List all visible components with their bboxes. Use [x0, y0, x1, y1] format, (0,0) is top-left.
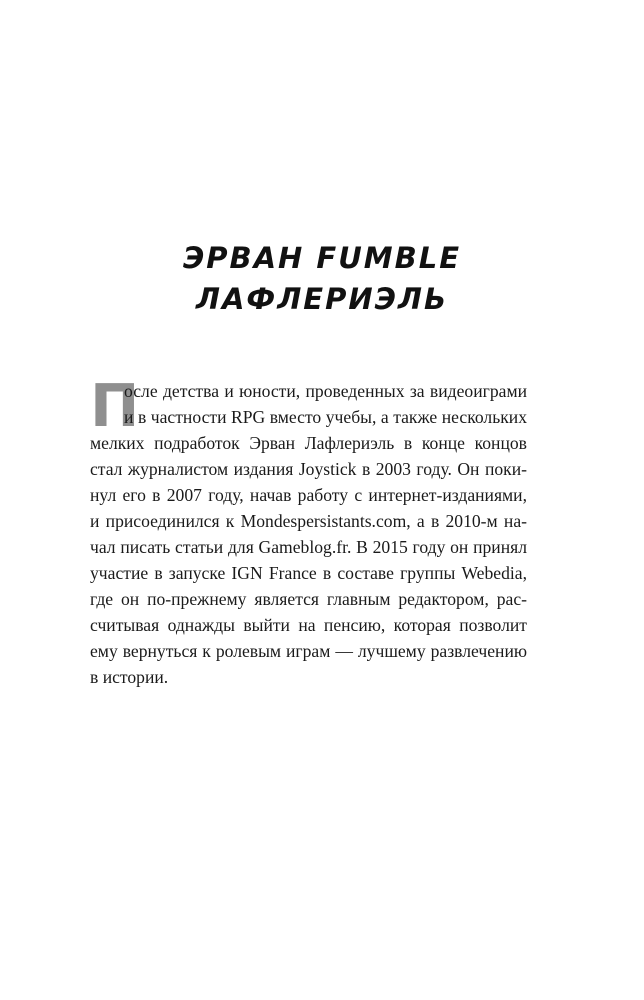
author-name-line-2: ЛАФЛЕРИЭЛЬ — [195, 282, 449, 316]
author-heading — [0, 238, 644, 320]
bio-line: чал писать статьи для Gameblog.fr. В 2015 году он принял — [90, 537, 527, 557]
author-name-line-1: ЭРВАН FUMBLE — [182, 241, 462, 275]
bio-line: нул его в 2007 году, начав работу с интернет-изданиями, — [90, 485, 527, 505]
bio-line: считывая однажды выйти на пенсию, которая позволит — [90, 615, 527, 635]
bio-line: в истории. — [90, 667, 169, 687]
bio-line: и в частности RPG вместо учебы, а также нескольких — [124, 407, 527, 427]
bio-line: и присоединился к Mondespersistants.com, а в 2010-м на- — [90, 511, 527, 531]
bio-line: осле детства и юности, проведенных за видеоиграми — [124, 381, 527, 401]
bio-line: мелких подработок Эрван Лафлериэль в конце концов — [90, 433, 527, 453]
bio-line: участие в запуске IGN France в составе группы Webedia, — [90, 563, 527, 583]
bio-line: стал журналистом издания Joystick в 2003 году. Он поки- — [90, 459, 527, 479]
author-biography — [90, 371, 527, 690]
bio-line: где он по-прежнему является главным редактором, рас- — [90, 589, 527, 609]
bio-line: ему вернуться к ролевым играм — лучшему развлечению — [90, 641, 527, 661]
drop-cap-letter: П — [90, 371, 140, 440]
